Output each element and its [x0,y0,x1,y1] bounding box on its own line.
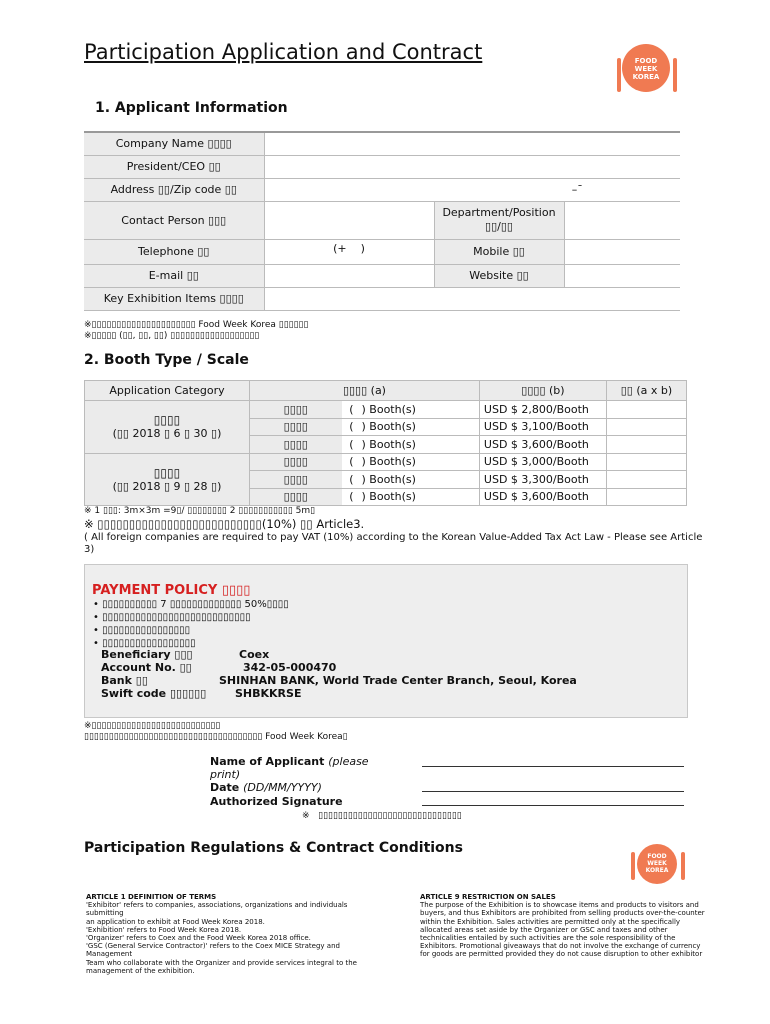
booth-qty-input[interactable]: ) Booth(s) [358,488,480,506]
booth-total[interactable] [606,453,686,471]
list-item: • ▯▯▯▯▯▯▯▯▯▯▯▯▯▯▯▯ [93,624,289,637]
address-field[interactable]: –ˉ [264,178,680,201]
booth-qty-input[interactable]: ) Booth(s) [358,453,480,471]
list-item: • ▯▯▯▯▯▯▯▯▯▯▯▯▯▯▯▯▯▯▯▯▯▯▯▯▯▯▯ [93,611,289,624]
fork-icon [631,852,635,880]
section-heading-applicant: 1. Applicant Information [95,100,288,116]
knife-icon [673,58,677,92]
applicant-note-2: ※▯▯▯▯▯ (▯▯, ▯▯, ▯▯) ▯▯▯▯▯▯▯▯▯▯▯▯▯▯▯▯▯▯ [84,331,260,341]
mobile-label: Mobile ▯▯ [434,239,564,264]
beneficiary-label: Beneficiary ▯▯▯ [101,648,193,661]
date-label: Date (DD/MM/YYYY) [210,781,322,794]
payment-note-2: ▯▯▯▯▯▯▯▯▯▯▯▯▯▯▯▯▯▯▯▯▯▯▯▯▯▯▯▯▯▯▯▯▯▯▯▯ Food Week Korea▯ [84,732,348,742]
article-1: ARTICLE 1 DEFINITION OF TERMS 'Exhibitor' refers to companies, associations, organizations and individuals submitting an application to exhibit at Food Week Korea 2018. 'Exhibition' refers to Food Week Korea 2018. 'Organizer' refers to Coex and the Food Week Korea 2018 office. 'GSC (General Service Contractor)' refers to the Coex MICE Strategy and Management Team who collaborate with the Organizer and provide services integral to the management of the exhibition. [86,893,357,975]
applicant-info-table [84,131,680,311]
header-total: ▯▯ (a x b) [606,381,686,401]
president-label: President/CEO ▯▯ [84,155,264,178]
food-week-korea-logo: FOOD WEEK KOREA [637,844,677,884]
payment-policy-title: PAYMENT POLICY ▯▯▯▯ [92,583,251,598]
account-value: 342-05-000470 [243,661,337,674]
booth-total[interactable] [606,436,686,454]
booth-type: ▯▯▯▯ [250,488,342,506]
article-1-title: ARTICLE 1 DEFINITION OF TERMS [86,893,217,901]
booth-qty-input[interactable]: ) Booth(s) [358,401,480,419]
applicant-name-label: Name of Applicant (please [210,755,369,768]
booth-total[interactable] [606,401,686,419]
department-label: Department/Position ▯▯/▯▯ [434,201,564,239]
key-items-field[interactable] [264,287,680,310]
email-field[interactable] [264,264,434,287]
booth-type: ▯▯▯▯ [250,436,342,454]
booth-type: ▯▯▯▯ [250,418,342,436]
booth-price: USD $ 3,300/Booth [479,471,606,489]
booth-note-2: ※ ▯▯▯▯▯▯▯▯▯▯▯▯▯▯▯▯▯▯▯▯▯▯▯▯▯▯(10%) ▯▯ Article3. [84,517,365,531]
bank-label: Bank ▯▯ [101,674,148,687]
booth-price: USD $ 3,600/Booth [479,436,606,454]
booth-note-1: ※ 1 ▯▯▯: 3m×3m =9▯/ ▯▯▯▯▯▯▯▯ 2 ▯▯▯▯▯▯▯▯▯▯▯ 5m▯ [84,506,316,516]
header-price: ▯▯▯▯ (b) [479,381,606,401]
company-name-field[interactable] [264,132,680,155]
booth-type: ▯▯▯▯ [250,401,342,419]
website-label: Website ▯▯ [434,264,564,287]
booth-type: ▯▯▯▯ [250,471,342,489]
telephone-label: Telephone ▯▯ [84,239,264,264]
booth-qty-input[interactable]: ) Booth(s) [358,471,480,489]
contact-person-label: Contact Person ▯▯▯ [84,201,264,239]
page-title: Participation Application and Contract [84,40,483,64]
name-hint: print) [210,768,241,781]
regular-category: ▯▯▯▯ (▯▯ 2018 ▯ 9 ▯ 28 ▯) [85,453,250,506]
knife-icon [681,852,685,880]
swift-value: SHBKKRSE [235,687,302,700]
booth-price: USD $ 3,100/Booth [479,418,606,436]
president-field[interactable] [264,155,680,178]
header-qty: ▯▯▯▯ (a) [250,381,480,401]
list-item: • ▯▯▯▯▯▯▯▯▯▯ 7 ▯▯▯▯▯▯▯▯▯▯▯▯▯ 50%▯▯▯▯ [93,598,289,611]
account-label: Account No. ▯▯ [101,661,192,674]
booth-qty-input[interactable]: ) Booth(s) [358,436,480,454]
telephone-field[interactable]: (+ ) [264,239,434,264]
signature-line[interactable] [422,805,684,806]
website-field[interactable] [564,264,680,287]
authorized-signature-label: Authorized Signature [210,795,343,808]
payment-policy-list [93,598,289,650]
early-bird-category: ▯▯▯▯ (▯▯ 2018 ▯ 6 ▯ 30 ▯) [85,401,250,454]
booth-total[interactable] [606,418,686,436]
booth-total[interactable] [606,488,686,506]
date-line[interactable] [422,791,684,792]
applicant-name-line[interactable] [422,766,684,767]
payment-policy-box [84,564,688,718]
list-item: • ▯▯▯▯▯▯▯▯▯▯▯▯▯▯▯▯▯ [93,637,289,650]
address-label: Address ▯▯/Zip code ▯▯ [84,178,264,201]
article-9-title: ARTICLE 9 RESTRICTION ON SALES [420,893,556,901]
beneficiary-value: Coex [239,648,270,661]
applicant-note-1: ※▯▯▯▯▯▯▯▯▯▯▯▯▯▯▯▯▯▯▯▯▯ Food Week Korea ▯▯▯▯▯▯ [84,320,309,330]
company-name-label: Company Name ▯▯▯▯ [84,132,264,155]
key-items-label: Key Exhibition Items ▯▯▯▯ [84,287,264,310]
mobile-field[interactable] [564,239,680,264]
vat-note: ( All foreign companies are required to pay VAT (10%) according to the Korean Value-Added Tax Act Law - Please see Article 3) [84,532,703,555]
swift-label: Swift code ▯▯▯▯▯▯ [101,687,207,700]
header-category: Application Category [85,381,250,401]
booth-total[interactable] [606,471,686,489]
department-field[interactable] [564,201,680,239]
section-heading-booth: 2. Booth Type / Scale [84,352,249,368]
bank-value: SHINHAN BANK, World Trade Center Branch, Seoul, Korea [219,674,577,687]
booth-table: Application Category ▯▯▯▯ (a) ▯▯▯▯ (b) ▯▯ (a x b) ▯▯▯▯ (▯▯ 2018 ▯ 6 ▯ 30 ▯) ▯▯▯▯ ( ) Booth(s) USD $ 2,800/Booth ▯▯▯▯ ( ) Booth(s) USD $ 3,100/Booth ▯▯▯▯ ( ) Booth(s) USD $ 3,600/Booth ▯▯▯▯ (▯▯ 2018 ▯ 9 ▯ 28 ▯) ▯▯▯▯ ( ) Booth(s) USD $ 3,000/Booth ▯▯▯▯ ( ) Booth(s) USD $ 3,300/Booth ▯▯▯▯ ( ) Booth(s) USD $ 3,600/Booth [84,380,687,506]
payment-note-1: ※▯▯▯▯▯▯▯▯▯▯▯▯▯▯▯▯▯▯▯▯▯▯▯▯▯▯ [84,721,221,731]
article-9: ARTICLE 9 RESTRICTION ON SALES The purpose of the Exhibition is to showcase items and products to visitors and buyers, and thus Exhibitors are prohibited from selling products over-the-counter within the Exhibition. Sales activities are permitted only at the specifically allocated areas set aside by the Organizer or GSC and taxes and other technicalities entailed by such activities are the sole responsibility of the Exhibitors. Promotional giveaways that do not involve the exchange of currency for goods are permitted provided they do not cause disruption to other exhibitor [420,893,705,959]
regulations-heading: Participation Regulations & Contract Conditions [84,840,463,856]
booth-price: USD $ 3,000/Booth [479,453,606,471]
fork-icon [617,58,621,92]
booth-type: ▯▯▯▯ [250,453,342,471]
email-label: E-mail ▯▯ [84,264,264,287]
contact-person-field[interactable] [264,201,434,239]
food-week-korea-logo: FOOD WEEK KOREA [622,44,670,92]
booth-price: USD $ 3,600/Booth [479,488,606,506]
booth-qty-input[interactable]: ) Booth(s) [358,418,480,436]
stamp-note: ※ ▯▯▯▯▯▯▯▯▯▯▯▯▯▯▯▯▯▯▯▯▯▯▯▯▯▯▯▯▯ [302,811,462,821]
booth-price: USD $ 2,800/Booth [479,401,606,419]
